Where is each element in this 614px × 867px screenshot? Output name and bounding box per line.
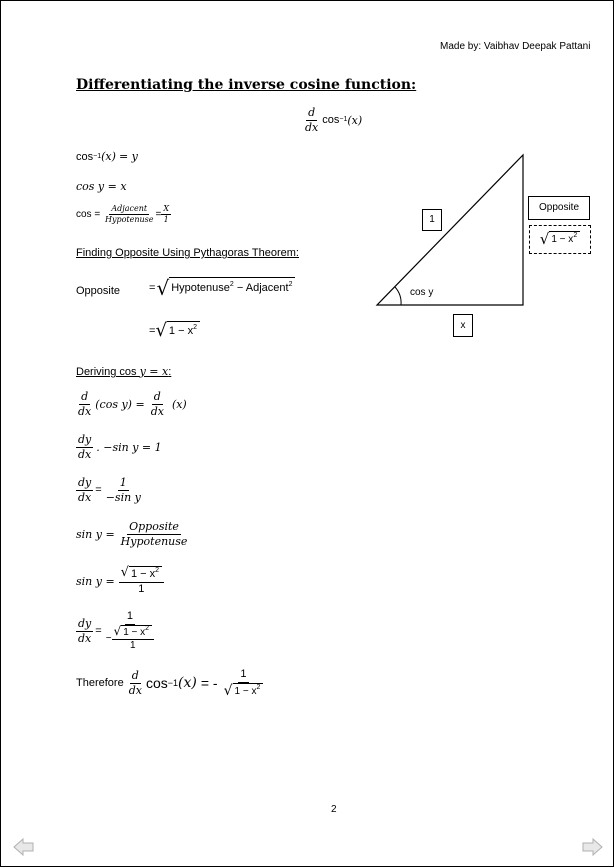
main-expression: $\frac{d}{dx}$ cos −1 (x) bbox=[305, 106, 363, 134]
author-credit: Made by: Vaibhav Deepak Pattani bbox=[440, 41, 591, 52]
opposite-box: Opposite bbox=[528, 196, 590, 220]
equation-inverse-cos: cos −1 (x) = y bbox=[76, 150, 138, 163]
pythagoras-equation: = √ Hypotenuse$^2$ − Adjacent$^2$ bbox=[149, 277, 295, 299]
equation-cos-ratio: cos = $\frac{\text{Adjacent}}{\text{Hypotenuse}}$ = $\frac{X}{1}$ bbox=[76, 204, 170, 224]
deriving-heading: Deriving cos y = x: bbox=[76, 365, 172, 378]
angle-label: cos y bbox=[410, 287, 434, 298]
derivative-step-2: $\frac{dy}{dx}$ . −sin y = 1 bbox=[78, 433, 162, 461]
derivative-step-4: $\frac{dy}{dx}$ = 1 − √ $1 - x^2$ 1 bbox=[76, 610, 156, 653]
sine-definition: sin y = $\frac{\text{Opposite}}{\text{Hypotenuse}}$ bbox=[76, 520, 188, 548]
right-triangle-diagram bbox=[371, 149, 531, 309]
opposite-value-box: √ $1 - x^2$ bbox=[529, 225, 591, 254]
previous-page-arrow-icon[interactable] bbox=[13, 838, 35, 856]
pythagoras-heading: Finding Opposite Using Pythagoras Theorem: bbox=[76, 247, 299, 259]
sine-value: sin y = √ $1 - x^2$ 1 bbox=[76, 566, 164, 597]
final-result: Therefore $\frac{d}{dx}$ cos −1 (x) = - 1 √ $1 - x^2$ bbox=[76, 668, 265, 699]
derivative-step-1: $\frac{d}{dx}$ (cos y) = $\frac{d}{dx}$ (x) bbox=[78, 390, 187, 418]
equation-cos-y: cos y = x bbox=[76, 180, 127, 193]
derivative-step-3: $\frac{dy}{dx}$ = $\frac{1}{\text{−sin y}}$ bbox=[78, 476, 141, 504]
hypotenuse-label: 1 bbox=[422, 209, 442, 231]
page-title: Differentiating the inverse cosine function: bbox=[76, 77, 417, 93]
adjacent-label: x bbox=[453, 314, 473, 337]
next-page-arrow-icon[interactable] bbox=[581, 838, 603, 856]
opposite-label: Opposite bbox=[76, 285, 121, 297]
pythagoras-result: = √ $1 - x^2$ bbox=[149, 321, 200, 341]
page-number: 2 bbox=[331, 804, 337, 815]
